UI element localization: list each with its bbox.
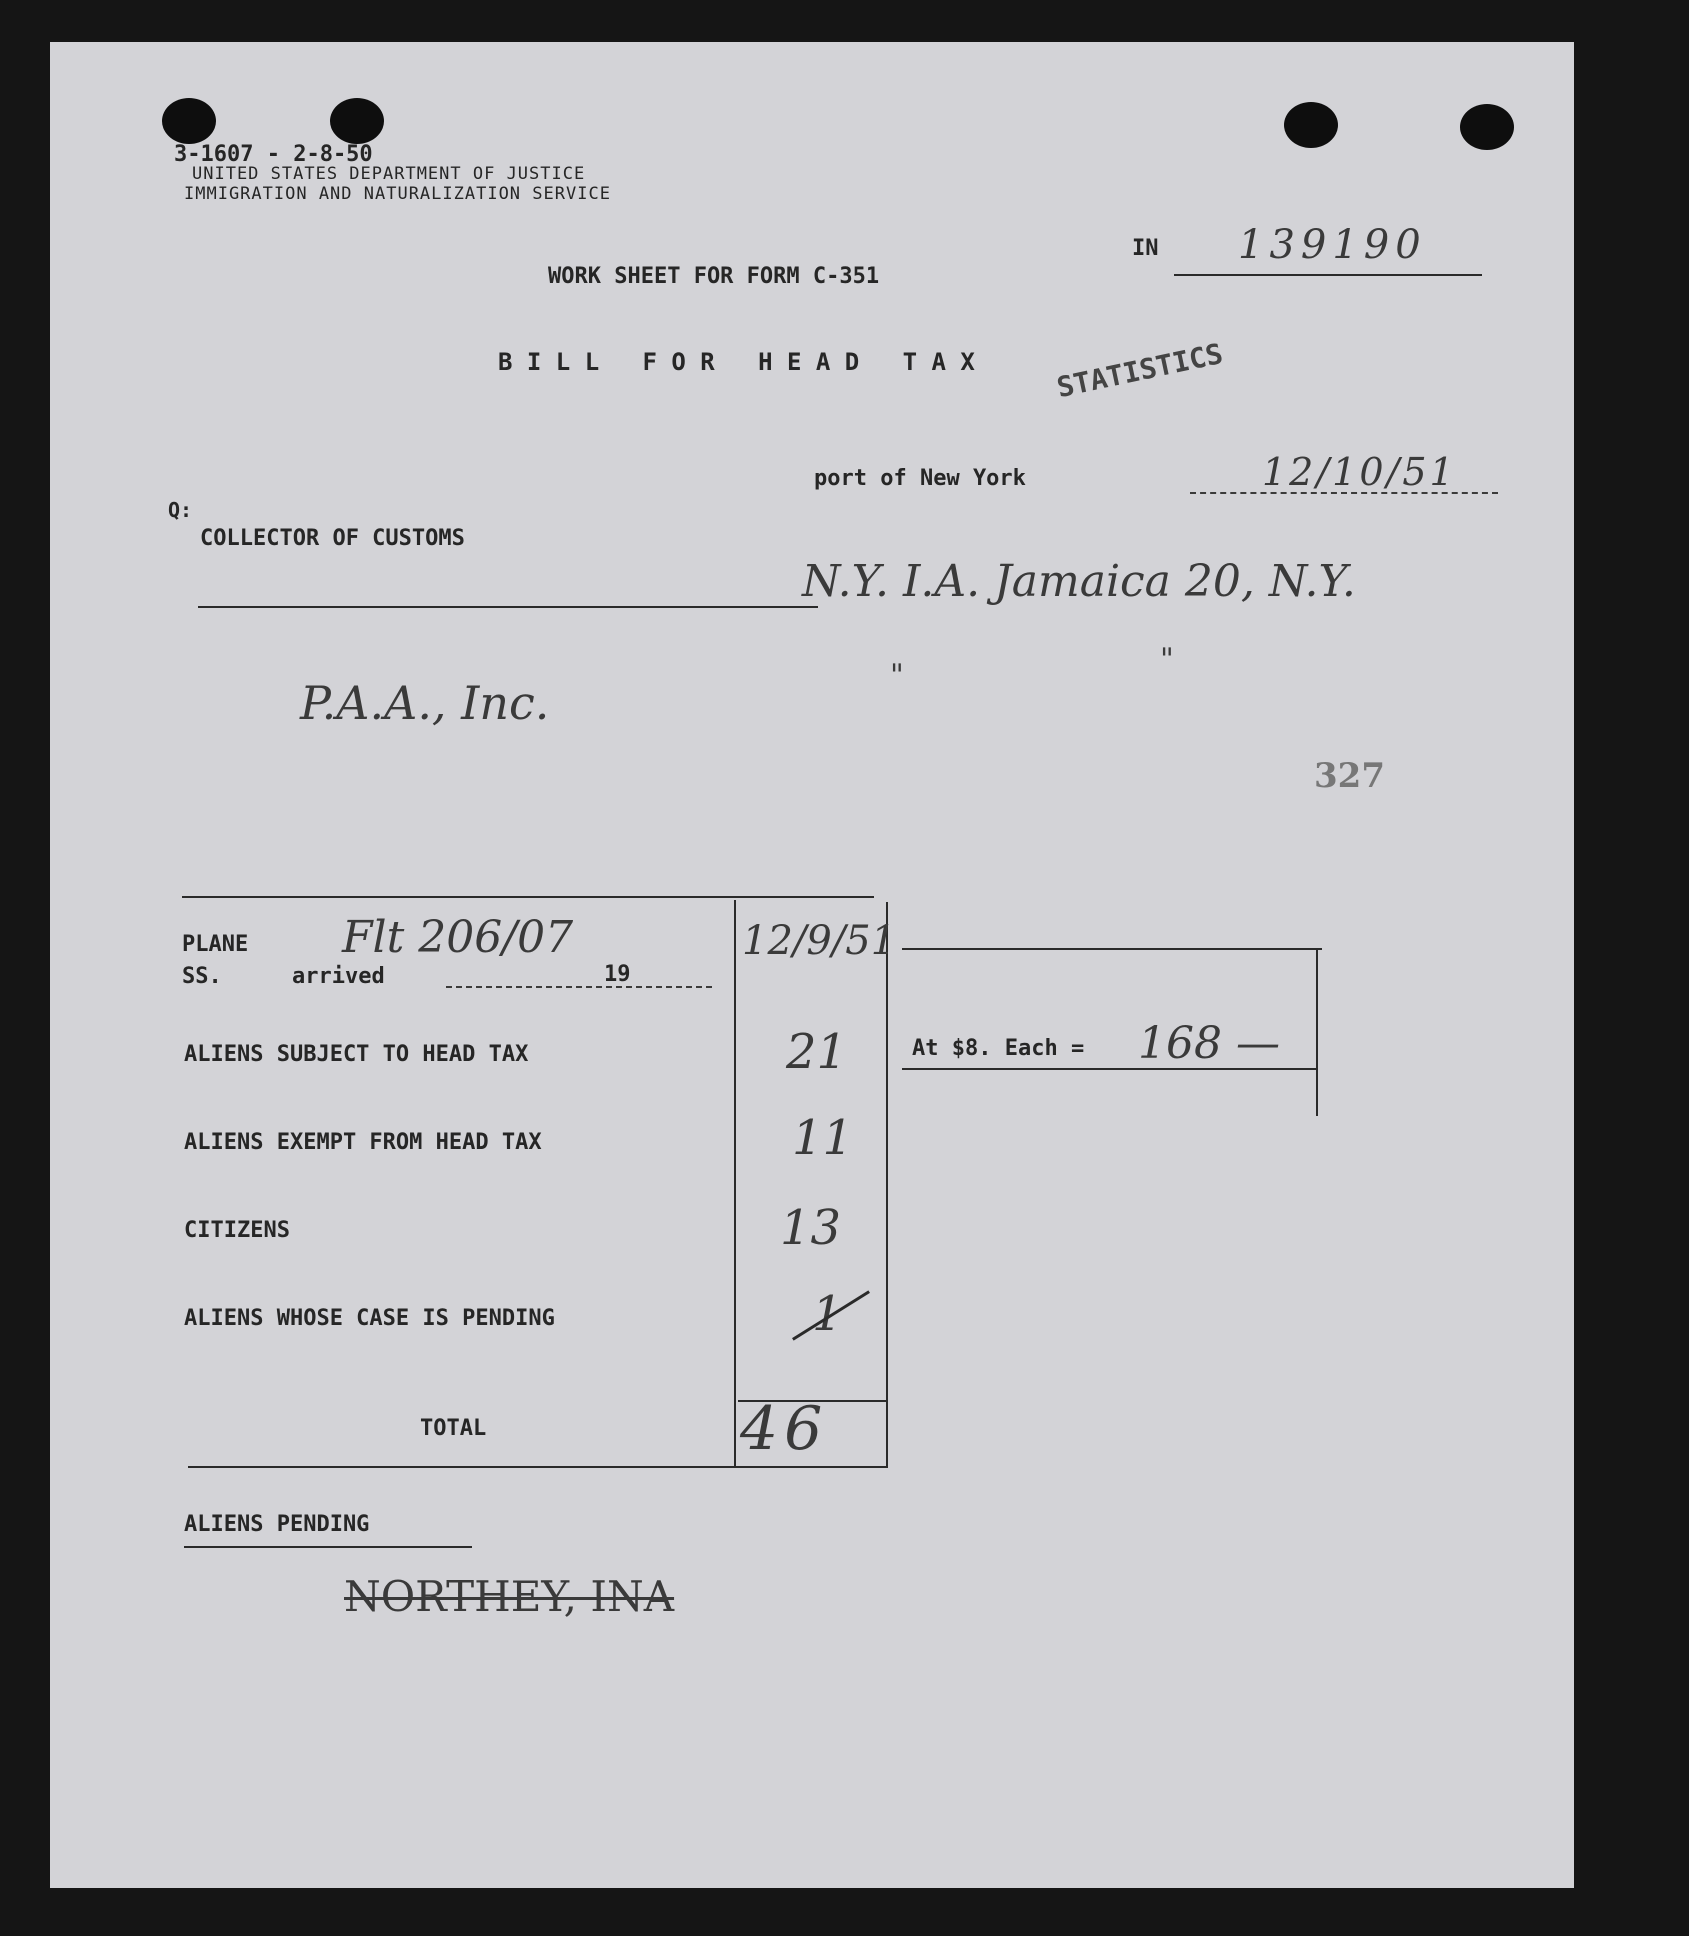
- collector-label: COLLECTOR OF CUSTOMS: [200, 526, 465, 551]
- rate-box-right: [1316, 948, 1318, 1116]
- port-label: port of New York: [814, 466, 1026, 491]
- ss-label: SS.: [182, 964, 222, 989]
- file-reference: 3-1607 - 2-8-50: [174, 142, 373, 167]
- bill-title: B I L L F O R H E A D T A X: [498, 348, 975, 376]
- punch-hole: [330, 98, 384, 144]
- to-label: Q:: [168, 498, 193, 522]
- date-line: [1190, 492, 1498, 494]
- arrived-label: arrived: [292, 964, 385, 989]
- row-value-citizens: 13: [780, 1200, 842, 1256]
- arrival-date-handwritten: 12/9/51: [742, 918, 897, 964]
- rate-label: At $8. Each =: [912, 1036, 1085, 1061]
- row-label-pending: ALIENS WHOSE CASE IS PENDING: [184, 1306, 555, 1331]
- table-right-edge: [886, 902, 888, 1466]
- row-label-exempt: ALIENS EXEMPT FROM HEAD TAX: [184, 1130, 542, 1155]
- date-handwritten: 12/10/51: [1262, 450, 1457, 494]
- flight-handwritten: Flt 206/07: [342, 912, 574, 963]
- table-bottom-line: [188, 1466, 888, 1468]
- punch-hole: [162, 98, 216, 144]
- in-label: IN: [1132, 236, 1159, 261]
- rate-amount: 168 —: [1138, 1018, 1280, 1069]
- pending-name-struck: NORTHEY, INA: [344, 1572, 675, 1621]
- arrived-line: [446, 986, 712, 988]
- punch-hole: [1460, 104, 1514, 150]
- worksheet-title: WORK SHEET FOR FORM C-351: [548, 264, 880, 289]
- in-number: 139190: [1238, 222, 1427, 268]
- aliens-pending-label: ALIENS PENDING: [184, 1512, 370, 1537]
- table-divider: [734, 900, 736, 1466]
- aliens-pending-underline: [184, 1546, 472, 1548]
- row-value-pending: 1: [812, 1286, 843, 1342]
- ditto-mark: ": [890, 658, 904, 693]
- statistics-stamp: STATISTICS: [1054, 336, 1226, 405]
- handwritten-address: N.Y. I.A. Jamaica 20, N.Y.: [802, 556, 1356, 607]
- document-page: [50, 42, 1574, 1888]
- row-value-exempt: 11: [792, 1110, 854, 1166]
- total-label: TOTAL: [420, 1416, 487, 1441]
- row-label-subject: ALIENS SUBJECT TO HEAD TAX: [184, 1042, 529, 1067]
- ditto-mark: ": [1160, 642, 1174, 677]
- collector-line: [198, 606, 818, 608]
- table-top-line: [182, 896, 874, 898]
- rate-box-top: [902, 948, 1322, 950]
- service-name: IMMIGRATION AND NATURALIZATION SERVICE: [184, 184, 611, 204]
- row-value-subject: 21: [786, 1024, 848, 1080]
- row-label-citizens: CITIZENS: [184, 1218, 290, 1243]
- plane-label: PLANE: [182, 932, 249, 957]
- year-prefix: 19: [604, 962, 631, 987]
- punch-hole: [1284, 102, 1338, 148]
- department-name: UNITED STATES DEPARTMENT OF JUSTICE: [192, 164, 586, 184]
- handwritten-company: P.A.A., Inc.: [300, 676, 550, 730]
- stamped-number: 327: [1314, 756, 1385, 796]
- in-number-line: [1174, 274, 1482, 276]
- total-value: 46: [740, 1394, 829, 1464]
